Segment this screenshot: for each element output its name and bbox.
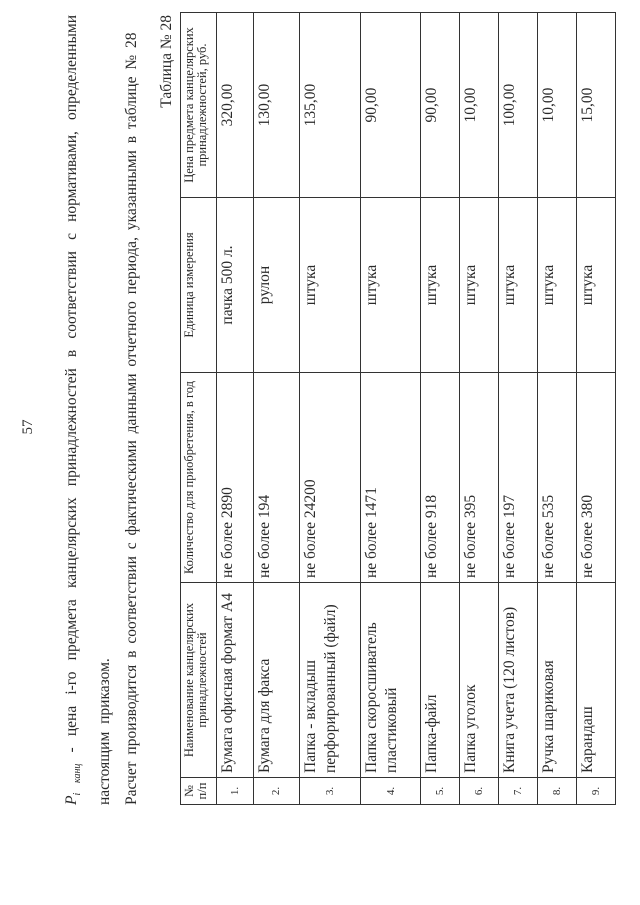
header-name: Наименование канцелярских принадлежностей	[181, 583, 217, 778]
row-name: Книга учета (120 листов)	[499, 583, 538, 778]
row-unit: рулон	[253, 198, 299, 373]
header-unit: Единица измерения	[181, 198, 217, 373]
row-price: 10,00	[460, 13, 499, 198]
price-definition-paragraph	[58, 15, 118, 805]
row-price: 320,00	[217, 13, 254, 198]
table-caption: Таблица № 28	[158, 15, 175, 108]
row-number: 2.	[253, 778, 299, 805]
row-unit: пачка 500 л.	[217, 198, 254, 373]
row-quantity: не более 24200	[299, 373, 361, 583]
row-quantity: не более 2890	[217, 373, 254, 583]
row-unit: штука	[460, 198, 499, 373]
row-number: 6.	[460, 778, 499, 805]
row-name: Папка уголок	[460, 583, 499, 778]
table-row	[361, 13, 421, 805]
price-symbol-subscript: i канц	[72, 763, 84, 796]
row-name: Папка - вкладыш перфорированный (файл)	[299, 583, 361, 778]
table-row	[217, 13, 254, 805]
row-price: 10,00	[537, 13, 576, 198]
price-definition-text: - цена i-го предмета канцелярских принадлежностей в соответствии с нормативами, определенными настоящим приказом.	[63, 15, 114, 805]
row-name: Папка скоросшиватель пластиковый	[361, 583, 421, 778]
row-price: 90,00	[421, 13, 460, 198]
row-unit: штука	[421, 198, 460, 373]
row-number: 4.	[361, 778, 421, 805]
row-number: 7.	[499, 778, 538, 805]
row-number: 3.	[299, 778, 361, 805]
row-name: Бумага офисная формат А4	[217, 583, 254, 778]
row-number: 1.	[217, 778, 254, 805]
table-row	[421, 13, 460, 805]
row-unit: штука	[576, 198, 615, 373]
header-price: Цена предмета канцелярских принадлежностей, руб.	[181, 13, 217, 198]
row-unit: штука	[537, 198, 576, 373]
row-number: 8.	[537, 778, 576, 805]
row-quantity: не более 535	[537, 373, 576, 583]
row-quantity: не более 197	[499, 373, 538, 583]
stationery-table	[180, 12, 616, 805]
row-number: 5.	[421, 778, 460, 805]
row-name: Карандаш	[576, 583, 615, 778]
header-number: № п/п	[181, 778, 217, 805]
row-price: 100,00	[499, 13, 538, 198]
row-number: 9.	[576, 778, 615, 805]
row-quantity: не более 395	[460, 373, 499, 583]
table-row	[499, 13, 538, 805]
table-row	[537, 13, 576, 805]
row-price: 135,00	[299, 13, 361, 198]
page-number: 57	[20, 419, 36, 435]
row-quantity: не более 918	[421, 373, 460, 583]
calculation-paragraph: Расчет производится в соответствии с фактическими данными отчетного периода, указанными в таблице № 28	[123, 32, 140, 805]
row-quantity: не более 380	[576, 373, 615, 583]
row-price: 90,00	[361, 13, 421, 198]
table-row	[576, 13, 615, 805]
row-quantity: не более 194	[253, 373, 299, 583]
row-unit: штука	[299, 198, 361, 373]
price-symbol: P	[63, 795, 80, 805]
table-row	[299, 13, 361, 805]
header-quantity: Количество для приобретения, в год	[181, 373, 217, 583]
row-price: 15,00	[576, 13, 615, 198]
row-price: 130,00	[253, 13, 299, 198]
table-row	[460, 13, 499, 805]
row-unit: штука	[499, 198, 538, 373]
table-row	[253, 13, 299, 805]
row-name: Ручка шариковая	[537, 583, 576, 778]
row-name: Бумага для факса	[253, 583, 299, 778]
row-quantity: не более 1471	[361, 373, 421, 583]
table-header-row	[181, 13, 217, 805]
row-unit: штука	[361, 198, 421, 373]
row-name: Папка-файл	[421, 583, 460, 778]
